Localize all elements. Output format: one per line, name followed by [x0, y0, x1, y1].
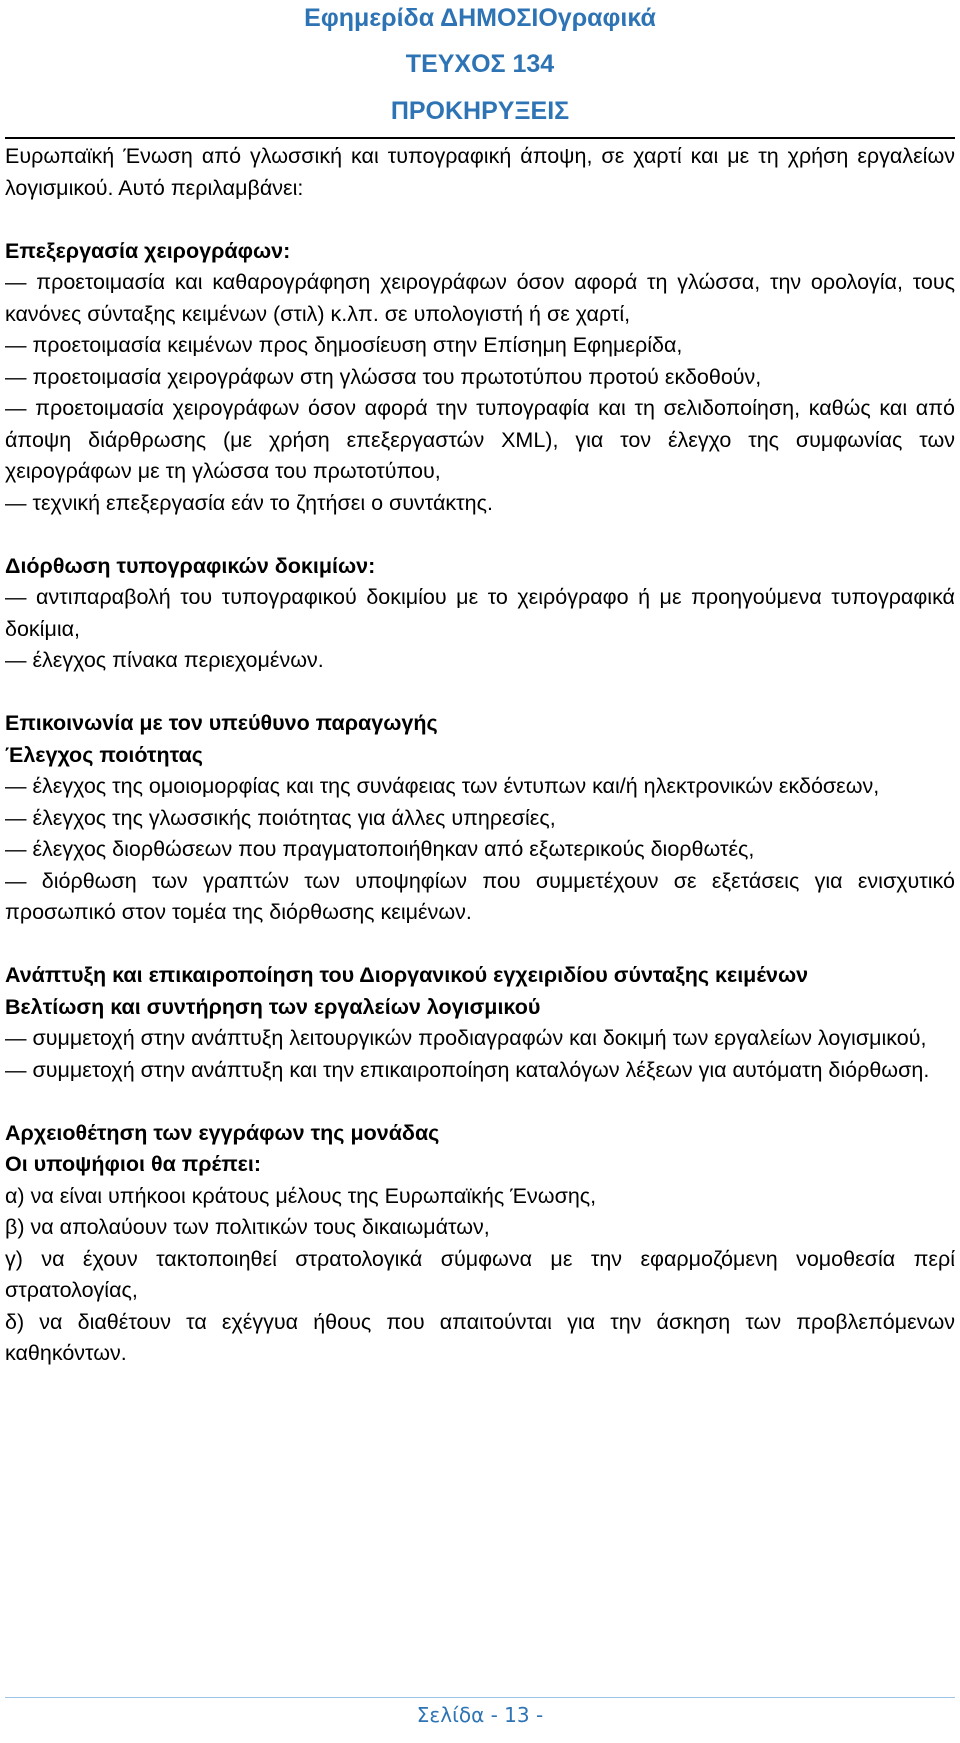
section-heading-communication: Επικοινωνία με τον υπεύθυνο παραγωγής [5, 711, 438, 735]
page-number: Σελίδα - 13 - [416, 1703, 544, 1727]
list-item: — έλεγχος της ομοιομορφίας και της συνάφειας των έντυπων και/ή ηλεκτρονικών εκδόσεων, [5, 774, 880, 798]
footer-divider [5, 1697, 955, 1698]
intro-paragraph: Ευρωπαϊκή Ένωση από γλωσσική και τυπογραφική άποψη, σε χαρτί και με τη χρήση εργαλείων λογισμικού. Αυτό περιλαμβάνει: [5, 144, 955, 200]
list-item: β) να απολαύουν των πολιτικών τους δικαιωμάτων, [5, 1215, 490, 1239]
list-item: — συμμετοχή στην ανάπτυξη λειτουργικών προδιαγραφών και δοκιμή των εργαλείων λογισμικού, [5, 1026, 927, 1050]
list-item: — τεχνική επεξεργασία εάν το ζητήσει ο συντάκτης. [5, 490, 493, 515]
list-item: — έλεγχος πίνακα περιεχομένων. [5, 648, 324, 672]
section-heading-archiving: Αρχειοθέτηση των εγγράφων της μονάδας [5, 1120, 440, 1145]
list-item: — αντιπαραβολή του τυπογραφικού δοκιμίου με το χειρόγραφο ή με προηγούμενα τυπογραφικά δοκίμια, [5, 585, 955, 641]
list-item: α) να είναι υπήκοοι κράτους μέλους της Ευρωπαϊκής Ένωσης, [5, 1183, 597, 1208]
document-body [5, 141, 955, 1370]
list-item: — διόρθωση των γραπτών των υποψηφίων που συμμετέχουν σε εξετάσεις για ενισχυτικό προσωπικό στον τομέα της διόρθωσης κειμένων. [5, 868, 955, 924]
list-item: γ) να έχουν τακτοποιηθεί στρατολογικά σύμφωνα με την εφαρμοζόμενη νομοθεσία περί στρατολογίας, [5, 1246, 955, 1302]
list-item: — προετοιμασία χειρογράφων στη γλώσσα του πρωτοτύπου προτού εκδοθούν, [5, 364, 762, 389]
list-item: — προετοιμασία και καθαρογράφηση χειρογράφων όσον αφορά τη γλώσσα, την ορολογία, τους κανόνες σύνταξης κειμένων (στιλ) κ.λπ. σε υπολογιστή ή σε χαρτί, [5, 270, 955, 326]
list-item: — προετοιμασία χειρογράφων όσον αφορά την τυπογραφία και τη σελιδοποίηση, καθώς και από άποψη διάρθρωσης (με χρήση επεξεργαστών XML), για τον έλεγχο της συμφωνίας των χειρογράφων με τη γλώσσα του πρωτοτύπου, [5, 396, 955, 483]
list-item: — έλεγχος διορθώσεων που πραγματοποιήθηκαν από εξωτερικούς διορθωτές, [5, 837, 755, 861]
header-divider [5, 137, 955, 139]
list-item: — έλεγχος της γλωσσικής ποιότητας για άλλες υπηρεσίες, [5, 805, 556, 830]
publication-title: Εφημερίδα ΔΗΜΟΣΙΟγραφικά [304, 4, 656, 32]
list-item: — προετοιμασία κειμένων προς δημοσίευση στην Επίσημη Εφημερίδα, [5, 333, 683, 357]
issue-number: ΤΕΥΧΟΣ 134 [405, 50, 555, 78]
section-heading-candidates: Οι υποψήφιοι θα πρέπει: [5, 1152, 262, 1176]
section-title: ΠΡΟΚΗΡΥΞΕΙΣ [390, 97, 570, 125]
section-heading-software: Βελτίωση και συντήρηση των εργαλείων λογισμικού [5, 994, 541, 1019]
section-heading-proofreading: Διόρθωση τυπογραφικών δοκιμίων: [5, 553, 376, 578]
section-heading-manuscripts: Επεξεργασία χειρογράφων: [5, 238, 291, 263]
list-item: — συμμετοχή στην ανάπτυξη και την επικαιροποίηση καταλόγων λέξεων για αυτόματη διόρθωση. [5, 1057, 930, 1082]
section-heading-quality: Έλεγχος ποιότητας [5, 742, 203, 767]
list-item: δ) να διαθέτουν τα εχέγγυα ήθους που απαιτούνται για την άσκηση των προβλεπόμενων καθηκόντων. [5, 1309, 955, 1365]
section-heading-style-guide: Ανάπτυξη και επικαιροποίηση του Διοργανικού εγχειριδίου σύνταξης κειμένων [5, 963, 809, 987]
